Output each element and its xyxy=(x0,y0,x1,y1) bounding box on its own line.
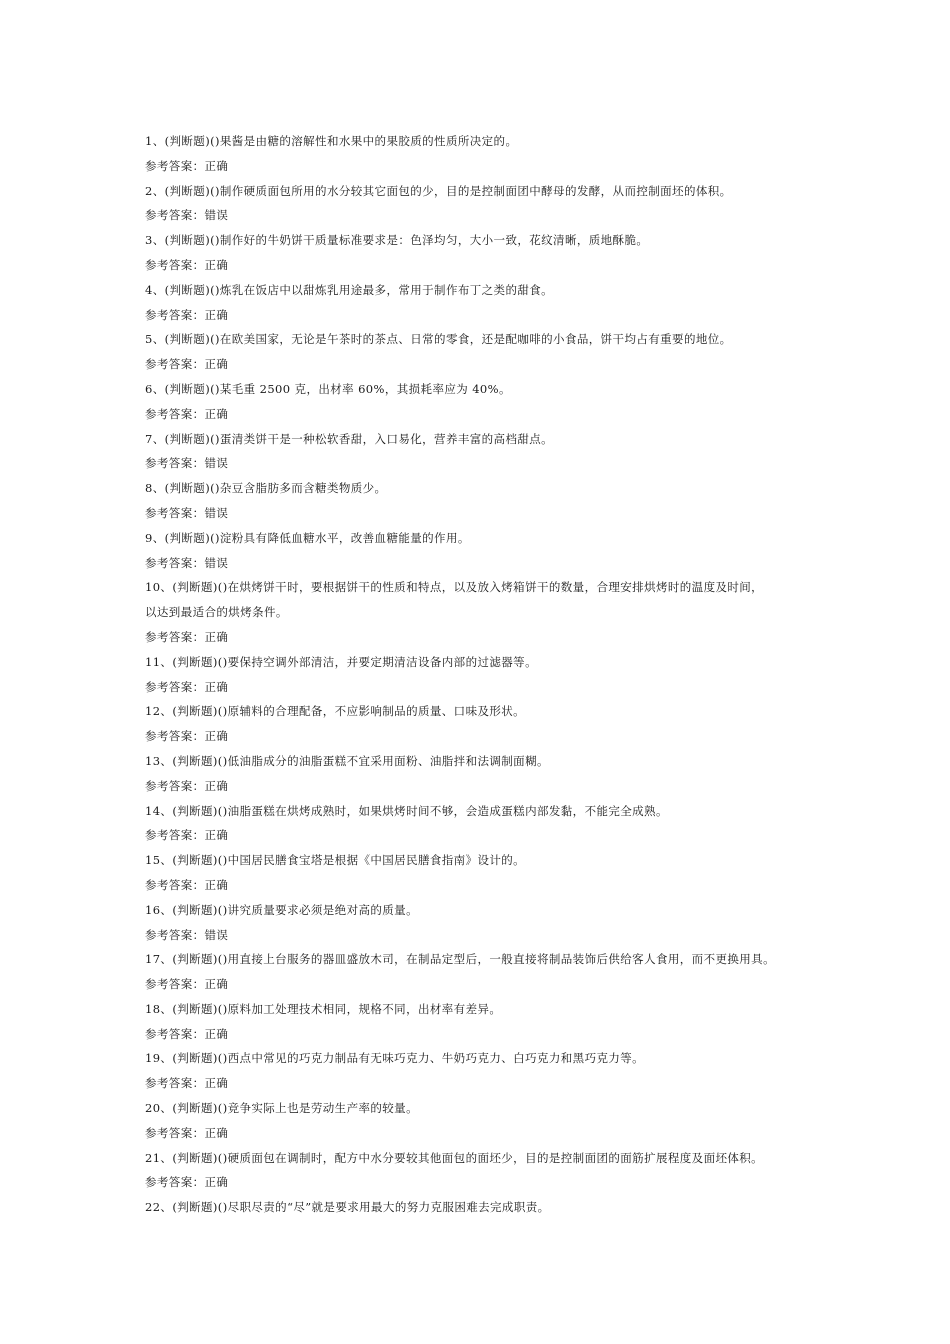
answer-line: 参考答案：正确 xyxy=(145,877,229,892)
question-line: 10、(判断题)()在烘烤饼干时，要根据饼干的性质和特点，以及放入烤箱饼干的数量，合理安排烘烤时的温度及时间， xyxy=(145,580,764,595)
question-line: 11、(判断题)()要保持空调外部清洁，并要定期清洁设备内部的过滤器等。 xyxy=(145,654,537,669)
answer-line: 参考答案：正确 xyxy=(145,1175,229,1190)
question-line: 7、(判断题)()蛋清类饼干是一种松软香甜，入口易化，营养丰富的高档甜点。 xyxy=(145,431,554,446)
question-line: 4、(判断题)()炼乳在饭店中以甜炼乳用途最多，常用于制作布丁之类的甜食。 xyxy=(145,282,554,297)
answer-line: 参考答案：错误 xyxy=(145,208,229,223)
question-line: 1、(判断题)()果酱是由糖的溶解性和水果中的果胶质的性质所决定的。 xyxy=(145,134,518,148)
question-line: 15、(判断题)()中国居民膳食宝塔是根据《中国居民膳食指南》设计的。 xyxy=(145,853,526,868)
question-line: 6、(判断题)()某毛重 2500 克，出材率 60%，其损耗率应为 40%。 xyxy=(145,381,511,396)
question-line: 8、(判断题)()杂豆含脂肪多而含糖类物质少。 xyxy=(145,481,387,496)
answer-line: 参考答案：正确 xyxy=(145,307,229,322)
question-line: 21、(判断题)()硬质面包在调制时，配方中水分要较其他面包的面坯少，目的是控制面团的面筋扩展程度及面坯体积。 xyxy=(145,1150,764,1165)
answer-line: 参考答案：正确 xyxy=(145,158,229,173)
answer-line: 参考答案：正确 xyxy=(145,828,229,843)
answer-line: 参考答案：错误 xyxy=(145,555,229,570)
question-line: 5、(判断题)()在欧美国家，无论是午茶时的茶点、日常的零食，还是配咖啡的小食品，饼干均占有重要的地位。 xyxy=(145,332,732,347)
question-line: 14、(判断题)()油脂蛋糕在烘烤成熟时，如果烘烤时间不够，会造成蛋糕内部发黏，不能完全成熟。 xyxy=(145,803,668,818)
answer-line: 参考答案：正确 xyxy=(145,1076,229,1091)
answer-line: 参考答案：正确 xyxy=(145,679,229,694)
document-body xyxy=(145,129,825,1220)
question-line: 20、(判断题)()竞争实际上也是劳动生产率的较量。 xyxy=(145,1101,418,1116)
question-line: 17、(判断题)()用直接上台服务的器皿盛放木司，在制品定型后，一般直接将制品装饰后供给客人食用，而不更换用具。 xyxy=(145,952,775,967)
question-line: 3、(判断题)()制作好的牛奶饼干质量标准要求是：色泽均匀，大小一致，花纹清晰，质地酥脆。 xyxy=(145,233,649,248)
answer-line: 参考答案：错误 xyxy=(145,927,229,942)
answer-line: 参考答案：正确 xyxy=(145,629,229,644)
answer-line: 参考答案：正确 xyxy=(145,357,229,372)
question-line: 9、(判断题)()淀粉具有降低血糖水平，改善血糖能量的作用。 xyxy=(145,530,470,545)
answer-line: 参考答案：正确 xyxy=(145,406,229,421)
answer-line: 参考答案：错误 xyxy=(145,505,229,520)
question-line: 12、(判断题)()原辅料的合理配备，不应影响制品的质量、口味及形状。 xyxy=(145,704,526,719)
question-line: 19、(判断题)()西点中常见的巧克力制品有无味巧克力、牛奶巧克力、白巧克力和黑巧克力等。 xyxy=(145,1051,645,1066)
question-line: 2、(判断题)()制作硬质面包所用的水分较其它面包的少，目的是控制面团中酵母的发酵，从而控制面坯的体积。 xyxy=(145,183,732,198)
answer-line: 参考答案：正确 xyxy=(145,1125,229,1140)
answer-line: 参考答案：错误 xyxy=(145,456,229,471)
question-line: 22、(判断题)()尽职尽责的“尽”就是要求用最大的努力克服困难去完成职责。 xyxy=(145,1200,550,1215)
answer-line: 参考答案：正确 xyxy=(145,778,229,793)
answer-line: 参考答案：正确 xyxy=(145,257,229,272)
question-line: 13、(判断题)()低油脂成分的油脂蛋糕不宜采用面粉、油脂拌和法调制面糊。 xyxy=(145,753,549,768)
answer-line: 参考答案：正确 xyxy=(145,729,229,744)
question-line: 16、(判断题)()讲究质量要求必须是绝对高的质量。 xyxy=(145,902,418,917)
answer-line: 参考答案：正确 xyxy=(145,1026,229,1041)
question-line: 以达到最适合的烘烤条件。 xyxy=(145,605,288,620)
answer-line: 参考答案：正确 xyxy=(145,977,229,992)
question-line: 18、(判断题)()原料加工处理技术相同，规格不同，出材率有差异。 xyxy=(145,1001,502,1016)
